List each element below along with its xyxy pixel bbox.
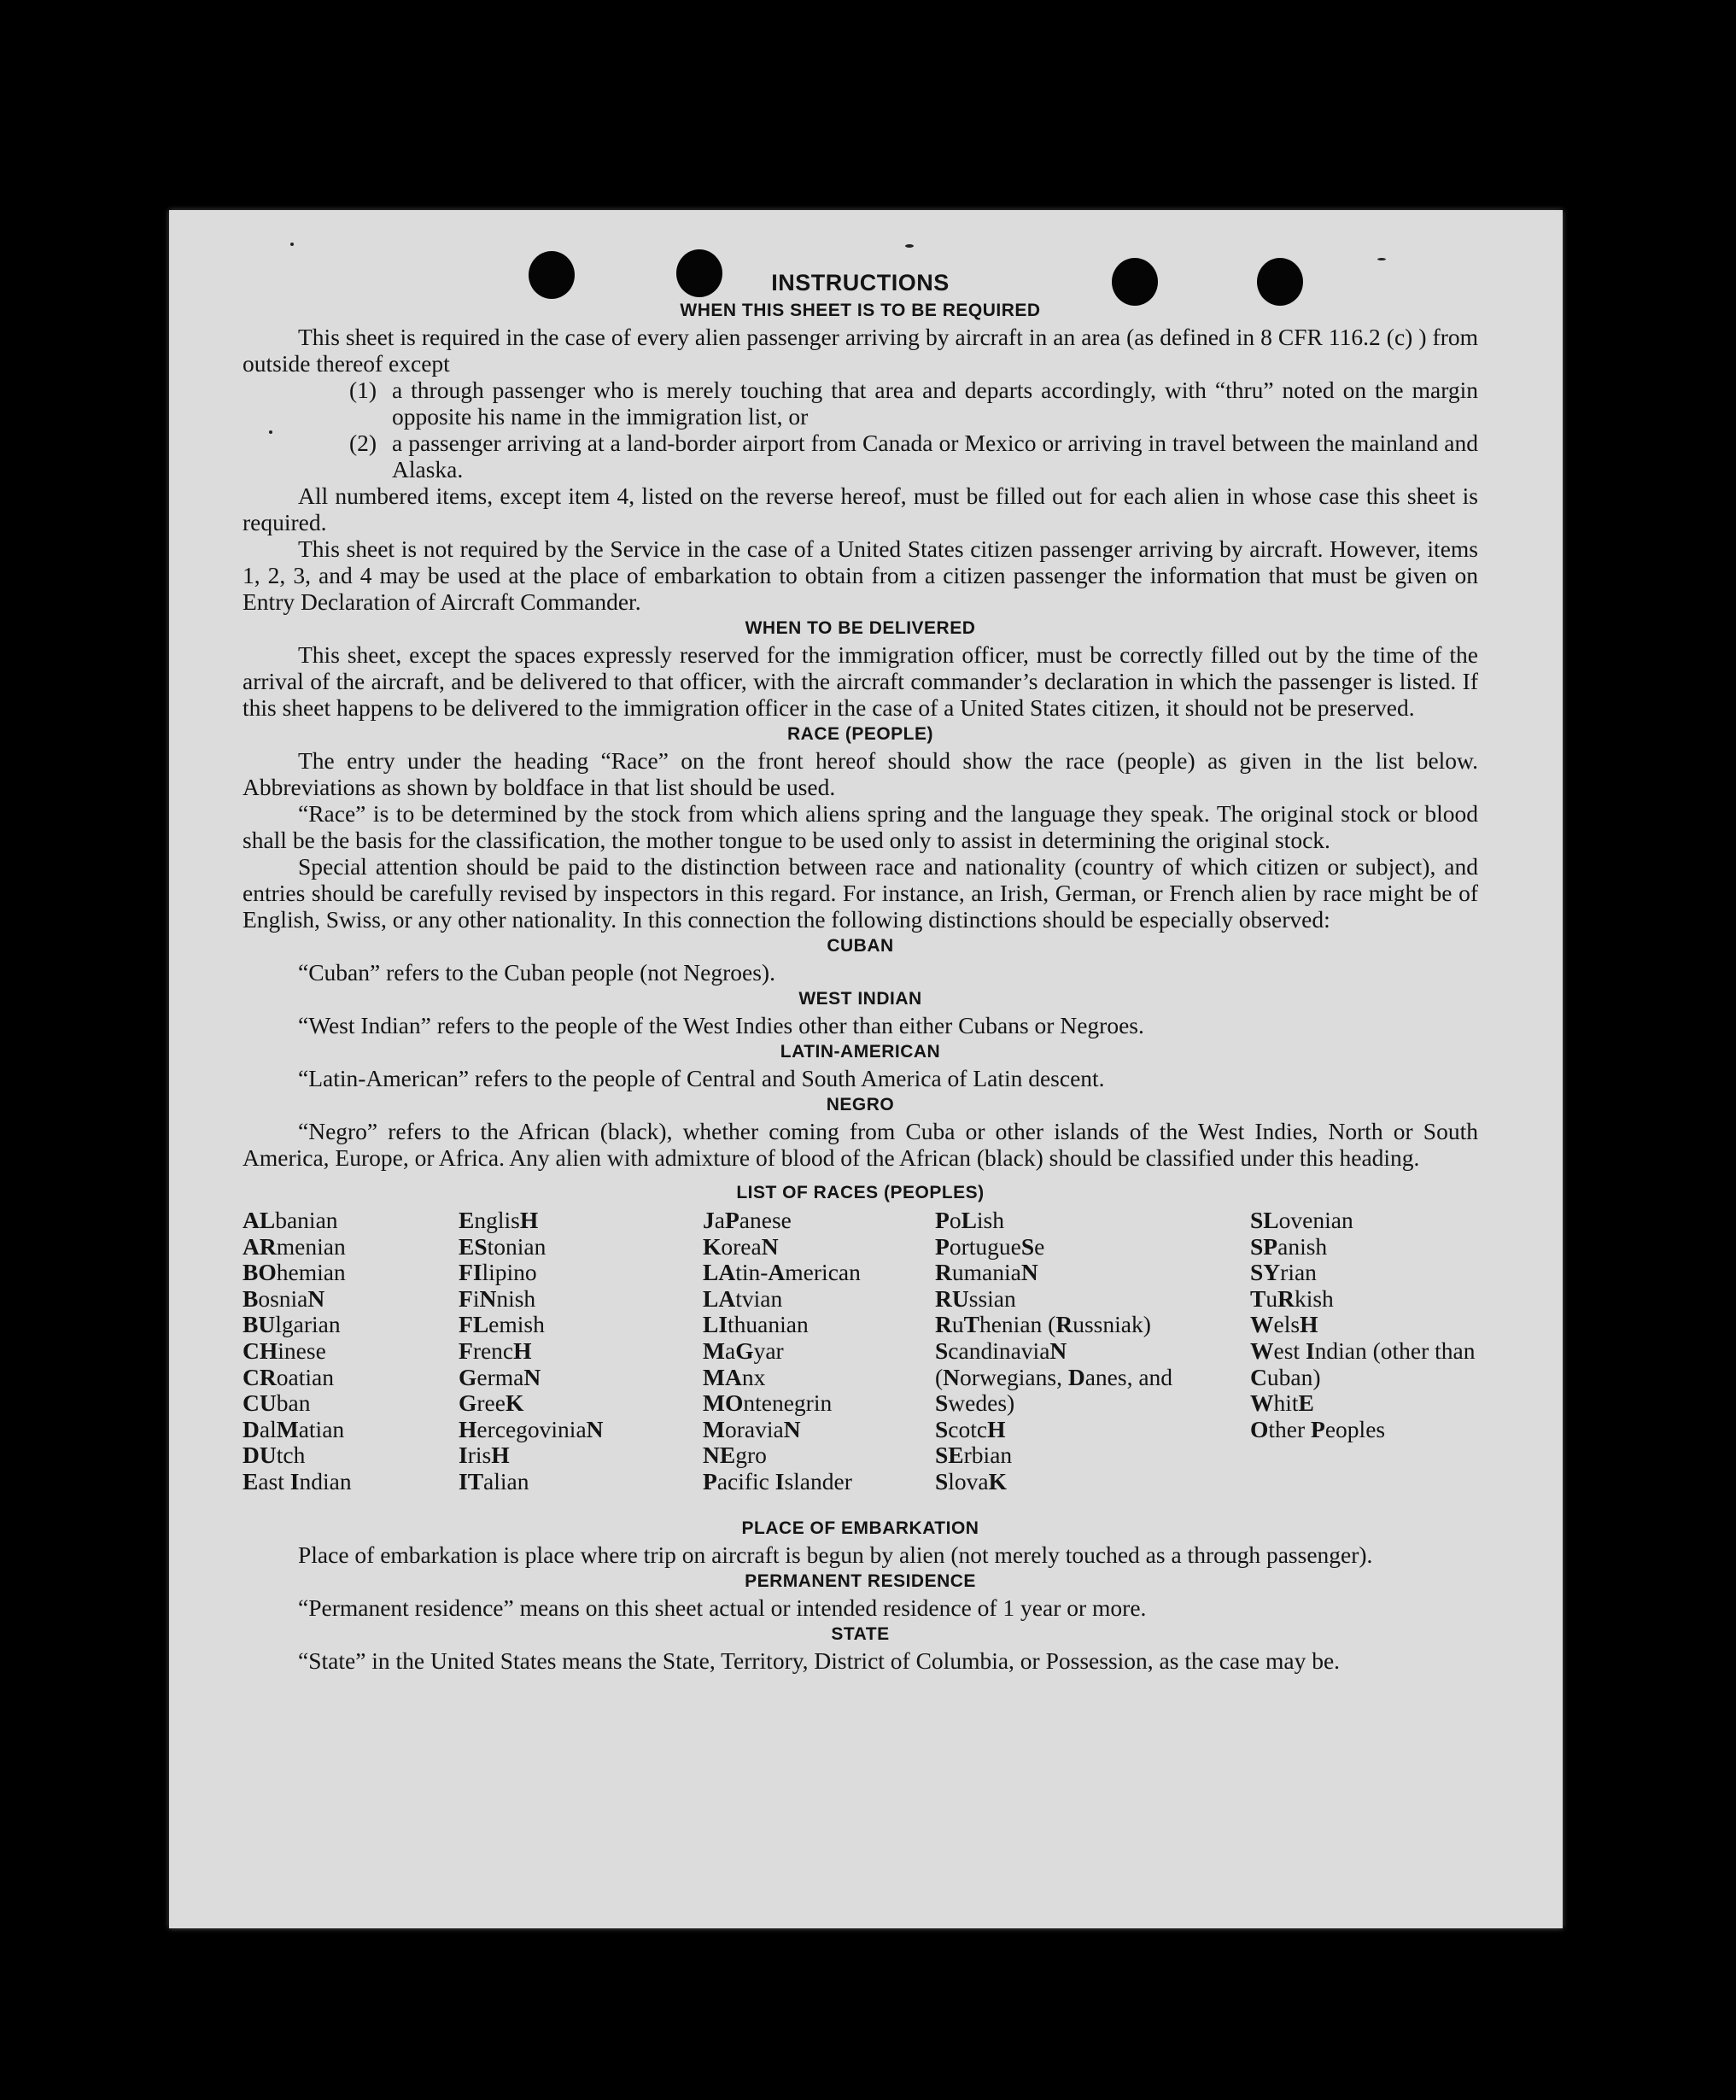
exception-item (243, 430, 1478, 483)
race-entry: DalMatian (243, 1415, 345, 1442)
race-entry: MAnx (703, 1363, 766, 1390)
race-entry: CRoatian (243, 1363, 334, 1390)
section-heading-west-indian: WEST INDIAN (798, 989, 922, 1009)
item-number: (1) (349, 377, 377, 403)
race-entry: PoLish (935, 1207, 1004, 1233)
paragraph: “Negro” refers to the African (black), whether coming from Cuba or other islands of the West Indies, North or South America, Europe, or Africa. Any alien with admixture of blood of the African (black) should be classified under this heading. (243, 1118, 1478, 1171)
race-entry: CUban (243, 1389, 311, 1417)
race-entry: MoraviaN (703, 1415, 801, 1442)
section-heading-state: STATE (831, 1624, 890, 1644)
races-column (1250, 1208, 1481, 1442)
race-entry: FIlipino (459, 1259, 537, 1286)
race-entry: FiNnish (459, 1284, 536, 1312)
race-entry: EStonian (459, 1232, 547, 1260)
race-entry: ARmenian (243, 1232, 346, 1260)
section-heading-latin-american: LATIN-AMERICAN (780, 1042, 941, 1062)
races-column (935, 1208, 1200, 1495)
paragraph: “Permanent residence” means on this sheet actual or intended residence of 1 year or more. (298, 1594, 1147, 1621)
paragraph: “State” in the United States means the State, Territory, District of Columbia, or Possession, as the case may be. (298, 1647, 1341, 1674)
section-heading-when-delivered: WHEN TO BE DELIVERED (745, 618, 976, 638)
race-entry: FLemish (459, 1311, 545, 1338)
speck-mark (905, 244, 914, 248)
section-heading-place-of-embarkation: PLACE OF EMBARKATION (741, 1518, 979, 1538)
race-entry: FrencH (459, 1337, 532, 1364)
race-entry: SlovaK (935, 1467, 1008, 1495)
race-entry: LIthuanian (703, 1311, 809, 1338)
section-heading-permanent-residence: PERMANENT RESIDENCE (745, 1571, 976, 1591)
paragraph: “Cuban” refers to the Cuban people (not Negroes). (298, 959, 775, 986)
paragraph: This sheet is not required by the Service in the case of a United States citizen passenger arriving by aircraft. However, items 1, 2, 3, and 4 may be used at the place of embarkation to obtain from a citizen passenger the information that must be given on Entry Declaration of Aircraft Commander. (243, 535, 1478, 615)
race-entry: GermaN (459, 1363, 541, 1390)
race-entry: LAtvian (703, 1284, 783, 1312)
race-entry: MaGyar (703, 1337, 784, 1364)
paragraph: The entry under the heading “Race” on the front hereof should show the race (people) as given in the list below. Abbreviations as shown by boldface in that list should be used. (243, 747, 1478, 800)
race-entry: EnglisH (459, 1207, 539, 1233)
page-title: INSTRUCTIONS (771, 270, 950, 295)
section-heading-race: RACE (PEOPLE) (786, 724, 933, 744)
speck-mark (290, 243, 294, 246)
races-column (459, 1208, 681, 1495)
race-entry: DUtch (243, 1442, 306, 1469)
paragraph: All numbered items, except item 4, listed on the reverse hereof, must be filled out for each alien in whose case this sheet is required. (243, 483, 1478, 535)
race-entry: CHinese (243, 1337, 326, 1364)
race-entry: WhitE (1250, 1389, 1314, 1417)
exception-item (243, 377, 1478, 430)
paragraph: “West Indian” refers to the people of the West Indies other than either Cubans or Negroes. (298, 1012, 1144, 1038)
paragraph: Special attention should be paid to the distinction between race and nationality (country of which citizen or subject), and entries should be carefully revised by inspectors in this regard. For instance, an Irish, German, or French alien by race might be of English, Swiss, or any other nationality. In this connection the following distinctions should be especially observed: (243, 853, 1478, 933)
race-entry: PortugueSe (935, 1232, 1045, 1260)
race-entry: LAtin-American (703, 1259, 861, 1286)
item-text: a passenger arriving at a land-border airport from Canada or Mexico or arriving in travel between the mainland and Alaska. (392, 430, 1478, 483)
races-column (243, 1208, 447, 1495)
section-heading-list-of-races: LIST OF RACES (PEOPLES) (736, 1183, 985, 1202)
paragraph: This sheet, except the spaces expressly reserved for the immigration officer, must be correctly filled out by the time of the arrival of the aircraft, and be delivered to that officer, with the aircraft commander’s declaration in which the passenger is listed. If this sheet happens to be delivered to the immigration officer in the case of a United States citizen, it should not be preserved. (243, 641, 1478, 721)
race-entry: BosniaN (243, 1284, 325, 1312)
race-entry: RUssian (935, 1284, 1016, 1312)
race-entry: BOhemian (243, 1259, 346, 1286)
section-heading-cuban: CUBAN (827, 936, 894, 956)
race-entry: RumaniaN (935, 1259, 1038, 1286)
race-entry: WelsH (1250, 1311, 1318, 1338)
races-list (243, 1208, 1478, 1515)
race-entry: SPanish (1250, 1232, 1328, 1260)
race-entry: JaPanese (703, 1207, 792, 1233)
race-entry: GreeK (459, 1389, 524, 1417)
race-entry: RuThenian (Russniak) (935, 1311, 1151, 1338)
section-heading-when-required: WHEN THIS SHEET IS TO BE REQUIRED (680, 301, 1041, 320)
race-entry: SLovenian (1250, 1207, 1353, 1233)
race-entry: MOntenegrin (703, 1389, 833, 1417)
race-entry: TuRkish (1250, 1284, 1334, 1312)
paragraph: “Race” is to be determined by the stock from which aliens spring and the language they speak. The original stock or blood shall be the basis for the classification, the mother tongue to be used only to assist in determining the original stock. (243, 800, 1478, 853)
race-entry: ALbanian (243, 1207, 338, 1233)
speck-mark (1377, 258, 1386, 260)
races-column (703, 1208, 925, 1495)
race-entry: BUlgarian (243, 1311, 341, 1338)
race-entry: West Indian (other than Cuban) (1250, 1337, 1476, 1390)
race-entry: East Indian (243, 1467, 352, 1495)
instruction-sheet (169, 210, 1563, 1928)
paragraph: This sheet is required in the case of every alien passenger arriving by aircraft in an area (as defined in 8 CFR 116.2 (c) ) from outside thereof except (243, 324, 1478, 377)
instructions-body (243, 268, 1478, 1674)
race-entry: SYrian (1250, 1259, 1317, 1286)
item-number: (2) (349, 430, 377, 456)
paragraph: “Latin-American” refers to the people of Central and South America of Latin descent. (298, 1065, 1105, 1091)
race-entry: ScotcH (935, 1415, 1006, 1442)
section-heading-negro: NEGRO (826, 1095, 895, 1114)
item-text: a through passenger who is merely touching that area and departs accordingly, with “thru” noted on the margin opposite his name in the immigration list, or (392, 377, 1478, 430)
race-entry: IrisH (459, 1442, 510, 1469)
race-entry: ScandinaviaN (Norwegians, Danes, and Swedes) (935, 1337, 1173, 1417)
race-entry: SErbian (935, 1442, 1013, 1469)
race-entry: ITalian (459, 1467, 529, 1495)
race-entry: HercegoviniaN (459, 1415, 604, 1442)
paragraph: Place of embarkation is place where trip on aircraft is begun by alien (not merely touched as a through passenger). (298, 1541, 1373, 1568)
race-entry: KoreaN (703, 1232, 779, 1260)
race-entry: Pacific Islander (703, 1467, 852, 1495)
race-entry: NEgro (703, 1442, 767, 1469)
race-entry: Other Peoples (1250, 1415, 1386, 1442)
